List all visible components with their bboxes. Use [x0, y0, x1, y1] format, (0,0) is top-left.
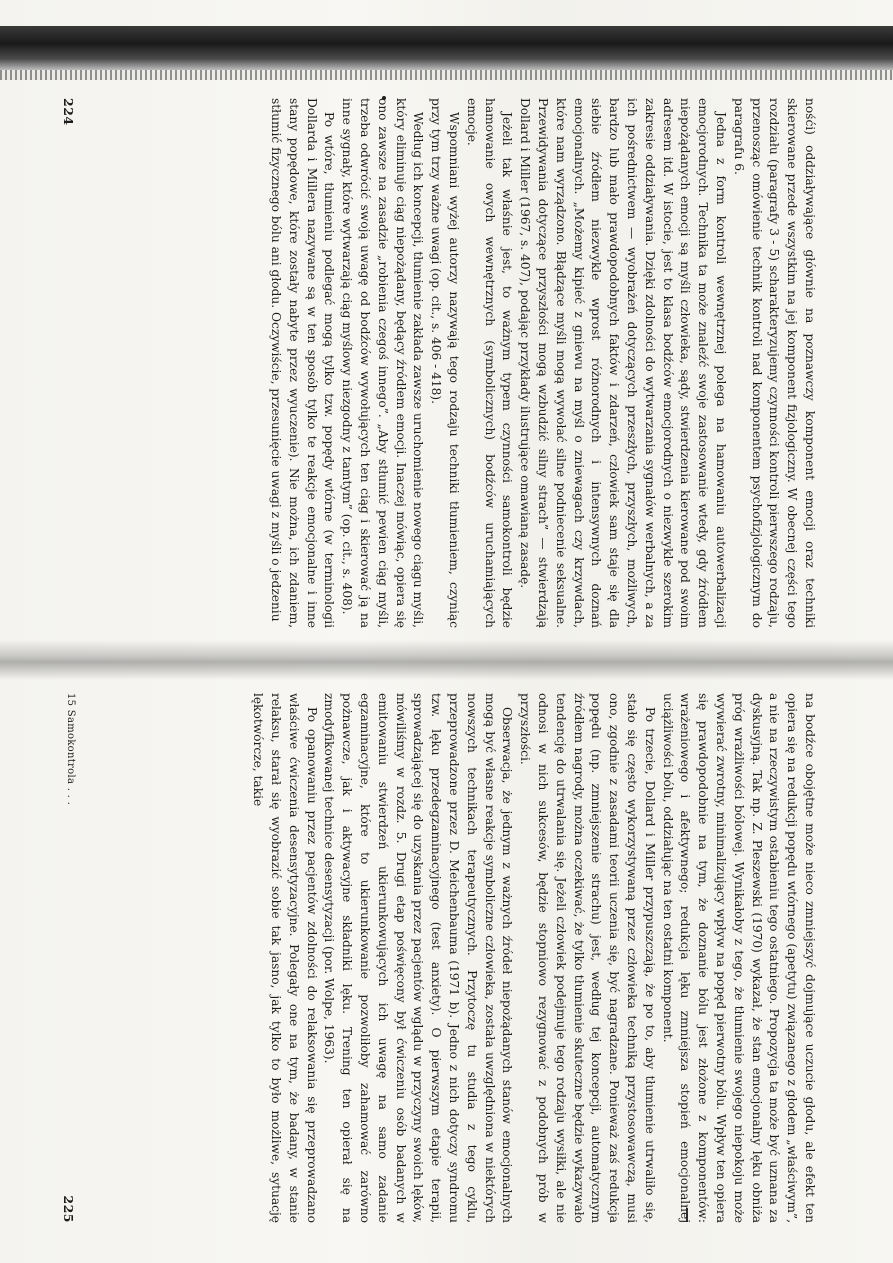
scanner-edge-shadow [0, 26, 893, 70]
paragraph: Po wtóre, tłumieniu podlegać mogą tylko tzw. popędy wtórne (w terminologii Dollarda i Millera nazywane są w ten sposób tylko te reakcje emocjonalne i inne stany popędowe, które zostały nabyte przez wyuczenie). Nie można, ich zdaniem, stłumić fizycznego bólu ani głodu. Oczywiście, przesunięcie uwagi z myśli o jedzeniu [269, 98, 337, 628]
paragraph: Po opanowaniu przez pacjentów zdolności do relaksowania się przeprowadzano właściwe ćwiczenia desensytyzacyjne. Polegały one na tym, że badany, w stanie relaksu, starał się wyobrazić sobie tak jasno, jak tylko to było możliwe, sytuację lękotwórcze, takie [251, 693, 319, 1223]
paragraph: Jedna z form kontroli wewnętrznej polega na hamowaniu autowerbalizacji emocjorodnych. Technika ta może znaleźć swoje zastosowanie wtedy, gdy źródłem niepożądanych emocji są myśli człowieka, sądy, stwierdzenia kierowane pod swoim adresem itd. W istocie, jest to klasa bodźców emocjorodnych o niezwykle szerokim zakresie oddziaływania. Dzięki zdolności do wytwarzania sygnałów werbalnych, a za ich pośrednictwem — wyobrażeń dotyczących przeszłych, przyszłych, możliwych, bardzo lub mało prawdopodobnych faktów i zdarzeń, człowiek sam staje się dla siebie źródłem niezwykle wprost różnorodnych i intensywnych doznań emocjonalnych. „Możemy kipieć z gniewu na myśl o zniewagach czy krzywdach, które nam wyrządzono. Błądzące myśli mogą wywołać silne podniecenie seksualne. Przewidywania dotyczące przyszłości mogą wzbudzić silny strach” — stwierdzają Dollard i Miller (1967, s. 407), podając przykłady ilustrujące omawianą zasadę. [518, 98, 729, 628]
left-page-text [88, 98, 818, 628]
paragraph: Wspomniani wyżej autorzy nazywają tego rodzaju techniki tłumieniem, czyniąc przy tym trzy ważne uwagi (op. cit., s. 406 - 418). [429, 98, 462, 628]
paragraph: Jeżeli tak właśnie jest, to ważnym typem czynności samokontroli będzie hamowanie owych wewnętrznych (symbolicznych) bodźców uruchamiających emocje. [464, 98, 515, 628]
signature-mark: 15 Samokontrola . . . [65, 693, 76, 806]
left-page-224 [28, 98, 818, 628]
right-page-text [88, 693, 818, 1223]
page-number: 225 [61, 1195, 76, 1223]
paragraph: Po trzecie, Dollard i Miller przypuszczają, że po to, aby tłumienie utrwaliło się, stało się często wykorzystywaną przez człowieka techniką przystosowawczą, musi ono, zgodnie z zasadami teorii uczenia się, być nagradzane. Ponieważ zaś redukcja popędu (np. zmniejszenie strachu) jest, według tej koncepcji, automatycznym źródłem nagrody, można oczekiwać, że tylko tłumienie skuteczne będzie wykazywało tendencję do utrwalania się. Jeżeli człowiek podejmuje tego rodzaju wysiłki, ale nie odnosi w nich sukcesów, będzie stopniowo rezygnować z podobnych prób w przyszłości. [518, 693, 657, 1223]
paragraph: nośći) oddziaływające głównie na poznawczy komponent emocji oraz techniki skierowane przede wszystkim na jej komponent fizjologiczny. W obecnej części tego rozdziału (paragrafy 3 - 5) scharakteryzujemy czynności kontroli pierwszego rodzaju, przenosząc omówienie technik kontroli nad komponentem psychofizjologicznym do paragrafu 6. [731, 98, 817, 628]
right-page-225 [28, 693, 818, 1223]
paragraph: Według ich koncepcji, tłumienie zakłada zawsze uruchomienie nowego ciągu myśli, który eliminuje ciąg niepożądany, będący źródłem emocji. Inaczej mówiąc, opiera się ono zawsze na zasadzie „robienia czegoś innego”. „Aby stłumić pewien ciąg myśli, trzeba odwrócić swoją uwagę od bodźców wywołujących ten ciąg i skierować ją na inne sygnały, które wytwarzają ciąg myślowy niezgodny z tamtym” (op. cit., s. 408). [340, 98, 426, 628]
page-number: 224 [61, 98, 76, 126]
paragraph: na bodźce obojętne może nieco zmniejszyć dojmujące uczucie głodu, ale efekt ten opiera się na redukcji popędu wtórnego (apetytu) związanego z głodem „właściwym”, a nie na rzeczywistym ostabieniu tego ostatniego. Propozycja ta może być uznana za dyskusyjną. Tak np. Z. Pleszewski (1970) wykazał, że stan emocjonalny lęku obniża próg wrażliwości bólowej. Wynikałoby z tego, że tłumienie swojego niepokoju może wywierać zwrotny, minimalizujący wpływ na popęd pierwotny bólu. Wpływ ten opiera się prawdopodobnie na tym, że doznanie bólu jest złożone z komponentów: wrażeniowego i afektywnego; redukcja lęku zmniejsza stopień emocjonalnej uciążliwości bólu, oddziałując na ten ostatni komponent. [660, 693, 817, 1223]
paragraph: Obserwacja, że jednym z ważnych źródeł niepożądanych stanów emocjonalnych mogą być własne reakcje symboliczne człowieka, została uwzględniona w niektórych nowszych technikach terapeutycznych. Przytoczę tu studia z tego cyklu, przeprowadzone przez D. Meichenbauma (1971 b). Jedno z nich dotyczy syndromu tzw. lęku przedegzaminacyjnego (test anxiety). O pierwszym etapie terapii, sprowadzającej się do uzyskania przez pacjentów wglądu w przyczyny swoich lęków, mówiliśmy w rozdz. 5. Drugi etap poświęcony był ćwiczeniu osób badanych w emitowaniu stwierdzeń ukierunkowujących ich uwagę na samo zadanie egzaminacyjne, które to ukierunkowanie pozwoliłoby zahamować zarówno pożnawcze, jak i aktywacyjne składniki lęku. Trening ten opierał się na zmodyfikowanej technice desensytyzacji (por. Wolpe, 1963). [322, 693, 515, 1223]
book-gutter-shadow [0, 640, 893, 680]
